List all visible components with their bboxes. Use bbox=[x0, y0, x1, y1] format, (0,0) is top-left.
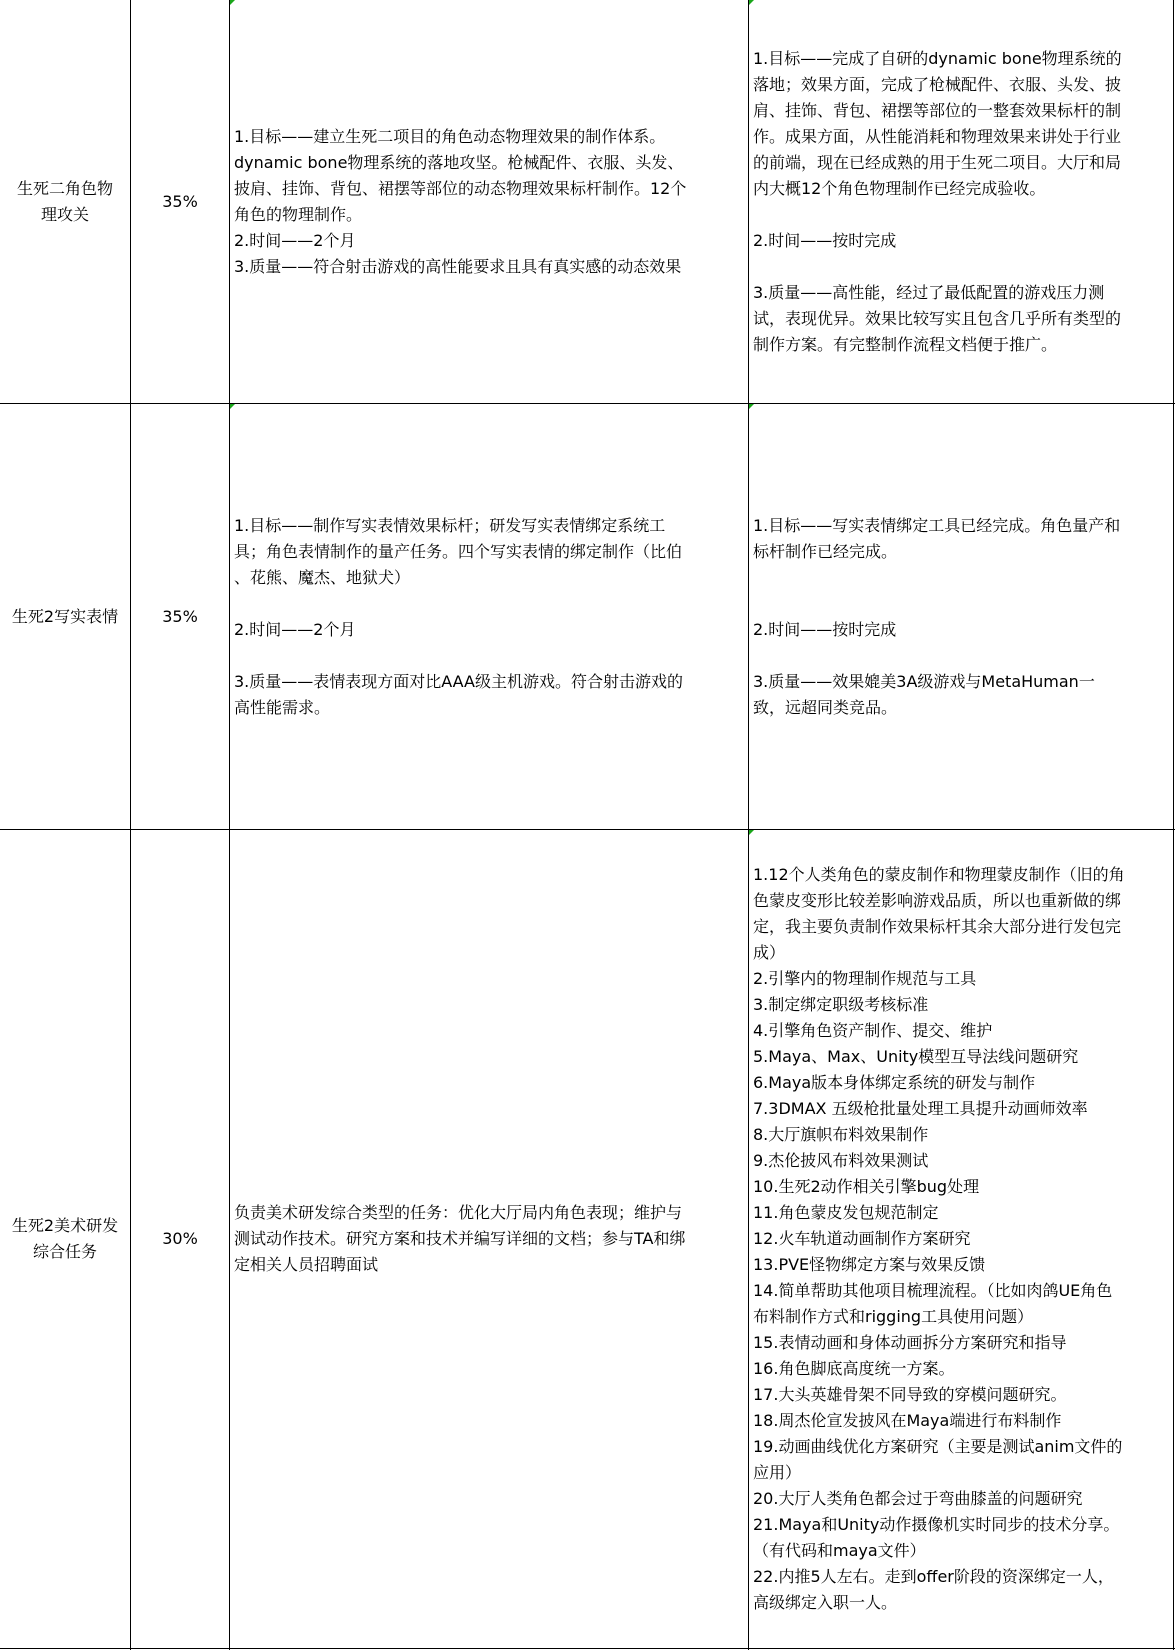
table-row-3-result-cell[interactable] bbox=[749, 830, 1173, 1648]
column-divider bbox=[1173, 0, 1174, 1650]
table-row-1-plan-cell[interactable] bbox=[230, 0, 748, 403]
task-plan: 1.目标——建立生死二项目的角色动态物理效果的制作体系。 dynamic bone物理系统的落地攻坚。枪械配件、衣服、头发、 披肩、挂饰、背包、裙摆等部位的动态物理效果标杆制作。12个 角色的物理制作。 2.时间——2个月 3.质量——符合射击游戏的高性能要求且具有真实感的动态效果 bbox=[234, 126, 687, 276]
task-result: 1.12个人类角色的蒙皮制作和物理蒙皮制作（旧的角 色蒙皮变形比较差影响游戏品质，所以也重新做的绑 定，我主要负责制作效果标杆其余大部分进行发包完 成） 2.引擎内的物理制作规范与工具 3.制定绑定职级考核标准 4.引擎角色资产制作、提交、维护 5.Maya、Max、Unity模型互导法线问题研究 6.Maya版本身体绑定系统的研发与制作 7.3DMAX 五级枪批量处理工具提升动画师效率 8.大厅旗帜布料效果制作 9.杰伦披风布料效果测试 10.生死2动作相关引擎bug处理 11.角色蒙皮发包规范制定 12.火车轨道动画制作方案研究 13.PVE怪物绑定方案与效果反馈 14.简单帮助其他项目梳理流程。（比如肉鸽UE角色 布料制作方式和rigging工具使用问题） 15.表情动画和身体动画拆分方案研究和指导 16.角色脚底高度统一方案。 17.大头英雄骨架不同导致的穿模问题研究。 18.周杰伦宣发披风在Maya端进行布料制作 19.动画曲线优化方案研究（主要是测试anim文件的 应用） 20.大厅人类角色都会过于弯曲膝盖的问题研究 21.Maya和Unity动作摄像机实时同步的技术分享。 （有代码和maya文件） 22.内推5人左右。走到offer阶段的资深绑定一人， 高级绑定入职一人。 bbox=[753, 865, 1125, 1612]
task-result: 1.目标——完成了自研的dynamic bone物理系统的 落地；效果方面，完成了枪械配件、衣服、头发、披 肩、挂饰、背包、裙摆等部位的一整套效果标杆的制 作。成果方面，从性能消耗和物理效果来讲处于行业 的前端，现在已经成熟的用于生死二项目。大厅和局 内大概12个角色物理制作已经完成验收。 2.时间——按时完成 3.质量——高性能，经过了最低配置的游戏压力测 试，表现优异。效果比较写实且包含几乎所有类型的 制作方案。有完整制作流程文档便于推广。 bbox=[753, 48, 1122, 354]
row-divider bbox=[0, 1648, 1175, 1649]
table-row-3-plan-cell[interactable] bbox=[230, 830, 748, 1648]
table-row-2-name-cell[interactable] bbox=[0, 404, 130, 829]
task-plan: 负责美术研发综合类型的任务：优化大厅局内角色表现；维护与 测试动作技术。研究方案和技术并编写详细的文档；参与TA和绑 定相关人员招聘面试 bbox=[234, 1203, 686, 1274]
table-row-1-name-cell[interactable] bbox=[0, 0, 130, 403]
table-row-1-weight-cell[interactable] bbox=[131, 0, 229, 403]
task-weight: 35% bbox=[162, 606, 198, 626]
task-plan: 1.目标——制作写实表情效果标杆；研发写实表情绑定系统工 具；角色表情制作的量产任务。四个写实表情的绑定制作（比伯 、花熊、魔杰、地狱犬） 2.时间——2个月 3.质量——表情表现方面对比AAA级主机游戏。符合射击游戏的 高性能需求。 bbox=[234, 515, 683, 717]
task-name: 生死2美术研发 综合任务 bbox=[11, 1216, 119, 1261]
task-weight: 35% bbox=[162, 191, 198, 211]
table-row-2-plan-cell[interactable] bbox=[230, 404, 748, 829]
table-row-3-weight-cell[interactable] bbox=[131, 830, 229, 1648]
table-row-2-result-cell[interactable] bbox=[749, 404, 1173, 829]
table-row-2-weight-cell[interactable] bbox=[131, 404, 229, 829]
table-row-3-name-cell[interactable] bbox=[0, 830, 130, 1648]
task-result: 1.目标——写实表情绑定工具已经完成。角色量产和 标杆制作已经完成。 2.时间——按时完成 3.质量——效果媲美3A级游戏与MetaHuman一 致，远超同类竞品。 bbox=[753, 515, 1121, 717]
task-name: 生死2写实表情 bbox=[11, 606, 119, 626]
table-row-1-result-cell[interactable] bbox=[749, 0, 1173, 403]
task-name: 生死二角色物 理攻关 bbox=[16, 178, 113, 224]
task-weight: 30% bbox=[162, 1229, 198, 1248]
